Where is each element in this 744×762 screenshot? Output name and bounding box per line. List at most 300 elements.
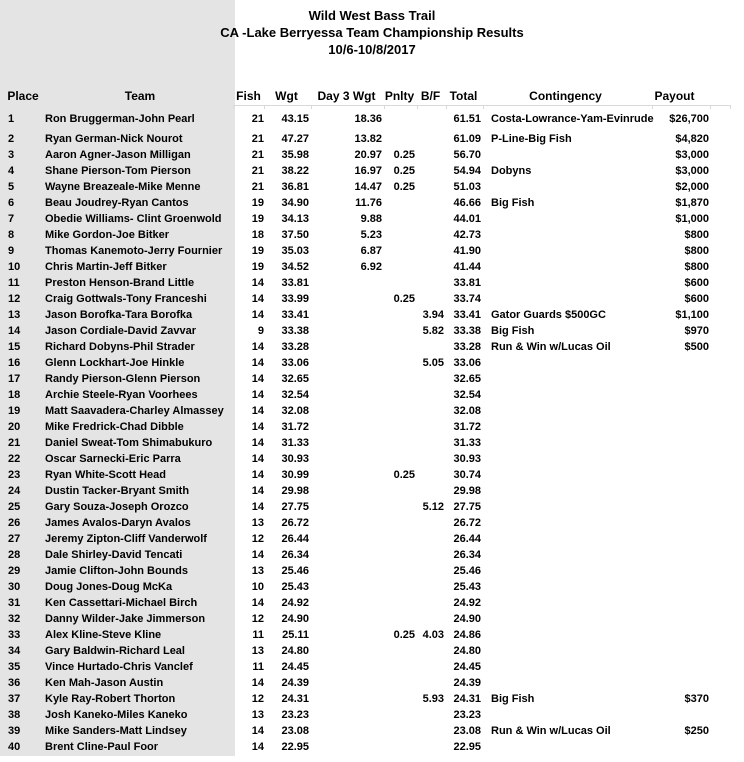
- cell-big-fish: [417, 435, 444, 451]
- cell-total: 27.75: [453, 501, 481, 513]
- cell-payout: [640, 563, 709, 579]
- cell-total: 44.01: [453, 213, 481, 225]
- cell-place: 36: [8, 677, 21, 689]
- cell-team: Ryan White-Scott Head: [45, 469, 167, 481]
- cell-payout: [640, 611, 709, 627]
- cell-place: 35: [8, 661, 21, 673]
- cell-wgt: 22.95: [281, 741, 309, 753]
- cell-big-fish: [417, 339, 444, 355]
- cell-payout: [640, 451, 709, 467]
- cell-place: 14: [8, 325, 21, 337]
- cell-place: 34: [8, 645, 21, 657]
- cell-penalty: [384, 515, 415, 531]
- cell-fish: 14: [251, 389, 264, 401]
- cell-place: 26: [8, 517, 21, 529]
- cell-total: 24.86: [453, 629, 481, 641]
- cell-day3-wgt: [311, 531, 382, 547]
- cell-day3-wgt: [311, 339, 382, 355]
- cell-team: Chris Martin-Jeff Bitker: [45, 261, 167, 273]
- cell-payout: $3,000: [675, 149, 709, 161]
- table-row: [0, 691, 744, 707]
- table-row: [0, 515, 744, 531]
- cell-penalty: [384, 547, 415, 563]
- cell-penalty: 0.25: [393, 149, 415, 161]
- cell-payout: $800: [684, 245, 709, 257]
- cell-fish: 21: [251, 181, 264, 193]
- table-row: [0, 611, 744, 627]
- cell-big-fish: [417, 467, 444, 483]
- cell-fish: 21: [251, 165, 264, 177]
- cell-penalty: [384, 243, 415, 259]
- cell-team: Richard Dobyns-Phil Strader: [45, 341, 195, 353]
- cell-big-fish: 5.12: [422, 501, 444, 513]
- cell-place: 29: [8, 565, 21, 577]
- cell-place: 20: [8, 421, 21, 433]
- table-row: [0, 451, 744, 467]
- cell-big-fish: [417, 675, 444, 691]
- cell-total: 33.41: [453, 309, 481, 321]
- cell-wgt: 35.03: [281, 245, 309, 257]
- cell-day3-wgt: [311, 355, 382, 371]
- title-dates: 10/6-10/8/2017: [328, 42, 416, 57]
- cell-contingency: [483, 627, 648, 643]
- cell-day3-wgt: [311, 659, 382, 675]
- table-row: [0, 339, 744, 355]
- cell-team: Aaron Agner-Jason Milligan: [45, 149, 191, 161]
- cell-payout: [640, 499, 709, 515]
- table-row: [0, 579, 744, 595]
- cell-big-fish: [417, 371, 444, 387]
- cell-place: 28: [8, 549, 21, 561]
- cell-contingency: [483, 435, 648, 451]
- cell-place: 15: [8, 341, 21, 353]
- cell-day3-wgt: 13.82: [354, 133, 382, 145]
- cell-payout: $370: [684, 693, 709, 705]
- title-championship: CA -Lake Berryessa Team Championship Results: [220, 25, 524, 40]
- cell-payout: [640, 659, 709, 675]
- cell-team: Jamie Clifton-John Bounds: [45, 565, 188, 577]
- cell-day3-wgt: [311, 675, 382, 691]
- column-header-contingency: Contingency: [529, 89, 602, 103]
- cell-wgt: 23.23: [281, 709, 309, 721]
- cell-team: Mike Gordon-Joe Bitker: [45, 229, 170, 241]
- cell-place: 8: [8, 229, 15, 241]
- table-row: [0, 323, 744, 339]
- cell-penalty: 0.25: [393, 469, 415, 481]
- cell-contingency: [483, 659, 648, 675]
- cell-day3-wgt: [311, 691, 382, 707]
- cell-contingency: [483, 595, 648, 611]
- cell-total: 54.94: [453, 165, 481, 177]
- cell-day3-wgt: [311, 387, 382, 403]
- table-row: [0, 659, 744, 675]
- cell-team: Mike Fredrick-Chad Dibble: [45, 421, 184, 433]
- cell-team: Gary Souza-Joseph Orozco: [45, 501, 189, 513]
- cell-contingency: Run & Win w/Lucas Oil: [491, 341, 611, 353]
- cell-team: Preston Henson-Brand Little: [45, 277, 195, 289]
- cell-day3-wgt: [311, 451, 382, 467]
- cell-fish: 14: [251, 277, 264, 289]
- cell-team: Oscar Sarnecki-Eric Parra: [45, 453, 181, 465]
- cell-fish: 19: [251, 261, 264, 273]
- table-row: [0, 467, 744, 483]
- cell-wgt: 38.22: [281, 165, 309, 177]
- cell-payout: [640, 515, 709, 531]
- cell-team: Danny Wilder-Jake Jimmerson: [45, 613, 206, 625]
- cell-total: 24.80: [453, 645, 481, 657]
- table-row: [0, 435, 744, 451]
- cell-penalty: [384, 355, 415, 371]
- cell-payout: [640, 675, 709, 691]
- cell-contingency: [483, 739, 648, 755]
- cell-penalty: [384, 131, 415, 147]
- cell-total: 33.74: [453, 293, 481, 305]
- header-divider-line: [233, 105, 731, 106]
- column-header-payout: Payout: [654, 89, 695, 103]
- cell-place: 38: [8, 709, 21, 721]
- cell-total: 33.28: [453, 341, 481, 353]
- cell-place: 31: [8, 597, 21, 609]
- cell-penalty: [384, 611, 415, 627]
- cell-payout: $500: [684, 341, 709, 353]
- cell-penalty: [384, 259, 415, 275]
- cell-big-fish: [417, 163, 444, 179]
- cell-big-fish: 5.93: [422, 693, 444, 705]
- cell-place: 10: [8, 261, 21, 273]
- cell-place: 25: [8, 501, 21, 513]
- cell-fish: 14: [251, 469, 264, 481]
- cell-team: Mike Sanders-Matt Lindsey: [45, 725, 187, 737]
- cell-total: 24.92: [453, 597, 481, 609]
- cell-team: Jason Cordiale-David Zavvar: [45, 325, 197, 337]
- cell-payout: [640, 739, 709, 755]
- cell-contingency: [483, 211, 648, 227]
- cell-big-fish: [417, 515, 444, 531]
- cell-payout: [640, 483, 709, 499]
- cell-wgt: 24.90: [281, 613, 309, 625]
- cell-team: Alex Kline-Steve Kline: [45, 629, 162, 641]
- cell-fish: 14: [251, 421, 264, 433]
- table-row: [0, 723, 744, 739]
- cell-fish: 11: [252, 629, 264, 641]
- cell-fish: 21: [251, 113, 264, 125]
- cell-penalty: [384, 595, 415, 611]
- cell-day3-wgt: [311, 435, 382, 451]
- table-row: [0, 643, 744, 659]
- cell-day3-wgt: [311, 499, 382, 515]
- cell-contingency: [483, 547, 648, 563]
- cell-payout: $600: [684, 293, 709, 305]
- cell-total: 33.81: [453, 277, 481, 289]
- cell-penalty: [384, 739, 415, 755]
- cell-team: Dale Shirley-David Tencati: [45, 549, 183, 561]
- cell-wgt: 32.08: [281, 405, 309, 417]
- cell-penalty: [384, 211, 415, 227]
- cell-day3-wgt: [311, 371, 382, 387]
- cell-total: 30.93: [453, 453, 481, 465]
- cell-place: 27: [8, 533, 21, 545]
- cell-payout: $1,100: [675, 309, 709, 321]
- cell-big-fish: [417, 483, 444, 499]
- cell-fish: 13: [251, 645, 264, 657]
- cell-fish: 19: [251, 213, 264, 225]
- cell-big-fish: [417, 179, 444, 195]
- cell-fish: 13: [251, 565, 264, 577]
- cell-penalty: [384, 108, 415, 131]
- cell-contingency: Dobyns: [491, 165, 532, 177]
- cell-wgt: 32.65: [281, 373, 309, 385]
- cell-total: 24.45: [453, 661, 481, 673]
- cell-penalty: [384, 531, 415, 547]
- cell-place: 19: [8, 405, 21, 417]
- cell-wgt: 33.28: [281, 341, 309, 353]
- cell-place: 17: [8, 373, 21, 385]
- cell-contingency: [483, 515, 648, 531]
- cell-wgt: 35.98: [281, 149, 309, 161]
- cell-day3-wgt: 11.76: [355, 197, 382, 209]
- cell-penalty: [384, 563, 415, 579]
- table-row: [0, 403, 744, 419]
- cell-day3-wgt: [311, 563, 382, 579]
- cell-fish: 14: [251, 741, 264, 753]
- cell-penalty: 0.25: [393, 165, 415, 177]
- table-row: [0, 739, 744, 755]
- cell-wgt: 25.43: [281, 581, 309, 593]
- cell-wgt: 36.81: [281, 181, 309, 193]
- cell-payout: [640, 531, 709, 547]
- cell-payout: [640, 467, 709, 483]
- cell-fish: 11: [252, 661, 264, 673]
- cell-big-fish: [417, 131, 444, 147]
- cell-big-fish: [417, 419, 444, 435]
- cell-payout: [640, 419, 709, 435]
- cell-big-fish: [417, 195, 444, 211]
- cell-day3-wgt: [311, 707, 382, 723]
- cell-place: 24: [8, 485, 21, 497]
- cell-day3-wgt: 5.23: [360, 229, 382, 241]
- cell-place: 40: [8, 741, 21, 753]
- cell-payout: [640, 627, 709, 643]
- cell-contingency: Big Fish: [491, 197, 535, 209]
- cell-penalty: [384, 195, 415, 211]
- cell-big-fish: [417, 643, 444, 659]
- cell-fish: 14: [251, 549, 264, 561]
- cell-contingency: [483, 611, 648, 627]
- cell-penalty: 0.25: [393, 629, 415, 641]
- column-header-day3-wgt: Day 3 Wgt: [317, 89, 376, 103]
- cell-big-fish: [417, 108, 444, 131]
- table-row: [0, 131, 744, 147]
- table-row: [0, 275, 744, 291]
- cell-team: Matt Saavadera-Charley Almassey: [45, 405, 224, 417]
- cell-contingency: Run & Win w/Lucas Oil: [491, 725, 611, 737]
- cell-contingency: [483, 275, 648, 291]
- cell-fish: 12: [251, 613, 264, 625]
- cell-place: 3: [8, 149, 15, 161]
- cell-big-fish: [417, 147, 444, 163]
- cell-wgt: 43.15: [281, 113, 309, 125]
- cell-contingency: [483, 259, 648, 275]
- cell-place: 1: [8, 113, 15, 125]
- cell-fish: 14: [251, 453, 264, 465]
- cell-contingency: [483, 147, 648, 163]
- cell-big-fish: [417, 291, 444, 307]
- cell-day3-wgt: [311, 323, 382, 339]
- cell-contingency: Costa-Lowrance-Yam-Evinrude: [491, 113, 654, 125]
- cell-total: 41.90: [453, 245, 481, 257]
- cell-wgt: 33.38: [281, 325, 309, 337]
- cell-team: Jeremy Zipton-Cliff Vanderwolf: [45, 533, 207, 545]
- table-row: [0, 227, 744, 243]
- cell-payout: $2,000: [675, 181, 709, 193]
- cell-fish: 14: [251, 501, 264, 513]
- cell-penalty: [384, 691, 415, 707]
- cell-wgt: 47.27: [281, 133, 309, 145]
- cell-place: 39: [8, 725, 21, 737]
- cell-day3-wgt: 9.88: [360, 213, 382, 225]
- cell-contingency: [483, 227, 648, 243]
- cell-contingency: [483, 483, 648, 499]
- cell-fish: 14: [251, 485, 264, 497]
- cell-payout: [640, 579, 709, 595]
- cell-penalty: [384, 451, 415, 467]
- cell-team: Thomas Kanemoto-Jerry Fournier: [45, 245, 223, 257]
- cell-payout: [640, 707, 709, 723]
- cell-team: Gary Baldwin-Richard Leal: [45, 645, 185, 657]
- cell-fish: 14: [251, 341, 264, 353]
- table-row: [0, 243, 744, 259]
- cell-big-fish: [417, 723, 444, 739]
- cell-payout: $1,000: [675, 213, 709, 225]
- cell-team: Daniel Sweat-Tom Shimabukuro: [45, 437, 213, 449]
- cell-day3-wgt: 14.47: [354, 181, 382, 193]
- cell-team: Beau Joudrey-Ryan Cantos: [45, 197, 189, 209]
- cell-total: 22.95: [453, 741, 481, 753]
- cell-team: Obedie Williams- Clint Groenwold: [45, 213, 222, 225]
- cell-total: 26.34: [453, 549, 481, 561]
- column-header-team: Team: [124, 89, 156, 103]
- cell-wgt: 24.31: [281, 693, 309, 705]
- table-row: [0, 547, 744, 563]
- cell-penalty: [384, 483, 415, 499]
- cell-big-fish: [417, 707, 444, 723]
- cell-team: Ryan German-Nick Nourot: [45, 133, 183, 145]
- cell-contingency: [483, 403, 648, 419]
- cell-payout: [640, 371, 709, 387]
- cell-contingency: [483, 355, 648, 371]
- cell-day3-wgt: [311, 739, 382, 755]
- cell-fish: 14: [251, 437, 264, 449]
- cell-penalty: [384, 307, 415, 323]
- cell-total: 61.51: [453, 113, 481, 125]
- cell-wgt: 33.81: [281, 277, 309, 289]
- cell-payout: $800: [684, 229, 709, 241]
- cell-contingency: Big Fish: [491, 693, 535, 705]
- cell-penalty: [384, 675, 415, 691]
- cell-payout: [640, 595, 709, 611]
- cell-place: 32: [8, 613, 21, 625]
- cell-total: 33.06: [453, 357, 481, 369]
- column-header-total: Total: [449, 89, 478, 103]
- table-row: [0, 307, 744, 323]
- cell-place: 9: [8, 245, 15, 257]
- cell-place: 4: [8, 165, 15, 177]
- cell-big-fish: 4.03: [422, 629, 444, 641]
- table-row: [0, 387, 744, 403]
- cell-team: Josh Kaneko-Miles Kaneko: [45, 709, 188, 721]
- table-row: [0, 291, 744, 307]
- cell-payout: $970: [684, 325, 709, 337]
- cell-wgt: 32.54: [281, 389, 309, 401]
- cell-total: 23.23: [453, 709, 481, 721]
- cell-big-fish: [417, 547, 444, 563]
- cell-fish: 21: [251, 149, 264, 161]
- cell-place: 21: [8, 437, 21, 449]
- cell-fish: 10: [251, 581, 264, 593]
- cell-wgt: 30.93: [281, 453, 309, 465]
- cell-fish: 14: [251, 405, 264, 417]
- cell-day3-wgt: [311, 483, 382, 499]
- cell-day3-wgt: [311, 723, 382, 739]
- table-row: [0, 531, 744, 547]
- cell-team: Wayne Breazeale-Mike Menne: [45, 181, 201, 193]
- cell-day3-wgt: [311, 643, 382, 659]
- cell-team: Doug Jones-Doug McKa: [45, 581, 173, 593]
- column-header-fish: Fish: [236, 89, 261, 103]
- cell-penalty: [384, 499, 415, 515]
- cell-place: 18: [8, 389, 21, 401]
- cell-big-fish: 3.94: [422, 309, 444, 321]
- cell-wgt: 26.72: [281, 517, 309, 529]
- cell-penalty: [384, 275, 415, 291]
- cell-fish: 14: [251, 725, 264, 737]
- cell-total: 31.72: [453, 421, 481, 433]
- cell-total: 24.90: [453, 613, 481, 625]
- cell-big-fish: [417, 579, 444, 595]
- cell-place: 22: [8, 453, 21, 465]
- cell-payout: $26,700: [669, 113, 709, 125]
- cell-contingency: [483, 243, 648, 259]
- cell-fish: 13: [251, 709, 264, 721]
- table-row: [0, 707, 744, 723]
- cell-fish: 14: [251, 597, 264, 609]
- cell-penalty: [384, 579, 415, 595]
- cell-team: Ron Bruggerman-John Pearl: [45, 113, 195, 125]
- table-row: [0, 419, 744, 435]
- cell-place: 7: [8, 213, 15, 225]
- cell-wgt: 24.39: [281, 677, 309, 689]
- cell-payout: [640, 387, 709, 403]
- cell-contingency: [483, 499, 648, 515]
- cell-contingency: [483, 371, 648, 387]
- cell-wgt: 26.44: [281, 533, 309, 545]
- cell-big-fish: [417, 403, 444, 419]
- cell-team: Brent Cline-Paul Foor: [45, 741, 159, 753]
- cell-day3-wgt: [311, 275, 382, 291]
- cell-team: Ken Mah-Jason Austin: [45, 677, 164, 689]
- cell-payout: $800: [684, 261, 709, 273]
- cell-place: 13: [8, 309, 21, 321]
- cell-place: 30: [8, 581, 21, 593]
- cell-wgt: 24.45: [281, 661, 309, 673]
- cell-team: James Avalos-Daryn Avalos: [45, 517, 191, 529]
- cell-team: Glenn Lockhart-Joe Hinkle: [45, 357, 185, 369]
- cell-big-fish: [417, 259, 444, 275]
- cell-wgt: 31.33: [281, 437, 309, 449]
- cell-place: 6: [8, 197, 15, 209]
- cell-wgt: 34.13: [281, 213, 309, 225]
- cell-contingency: [483, 419, 648, 435]
